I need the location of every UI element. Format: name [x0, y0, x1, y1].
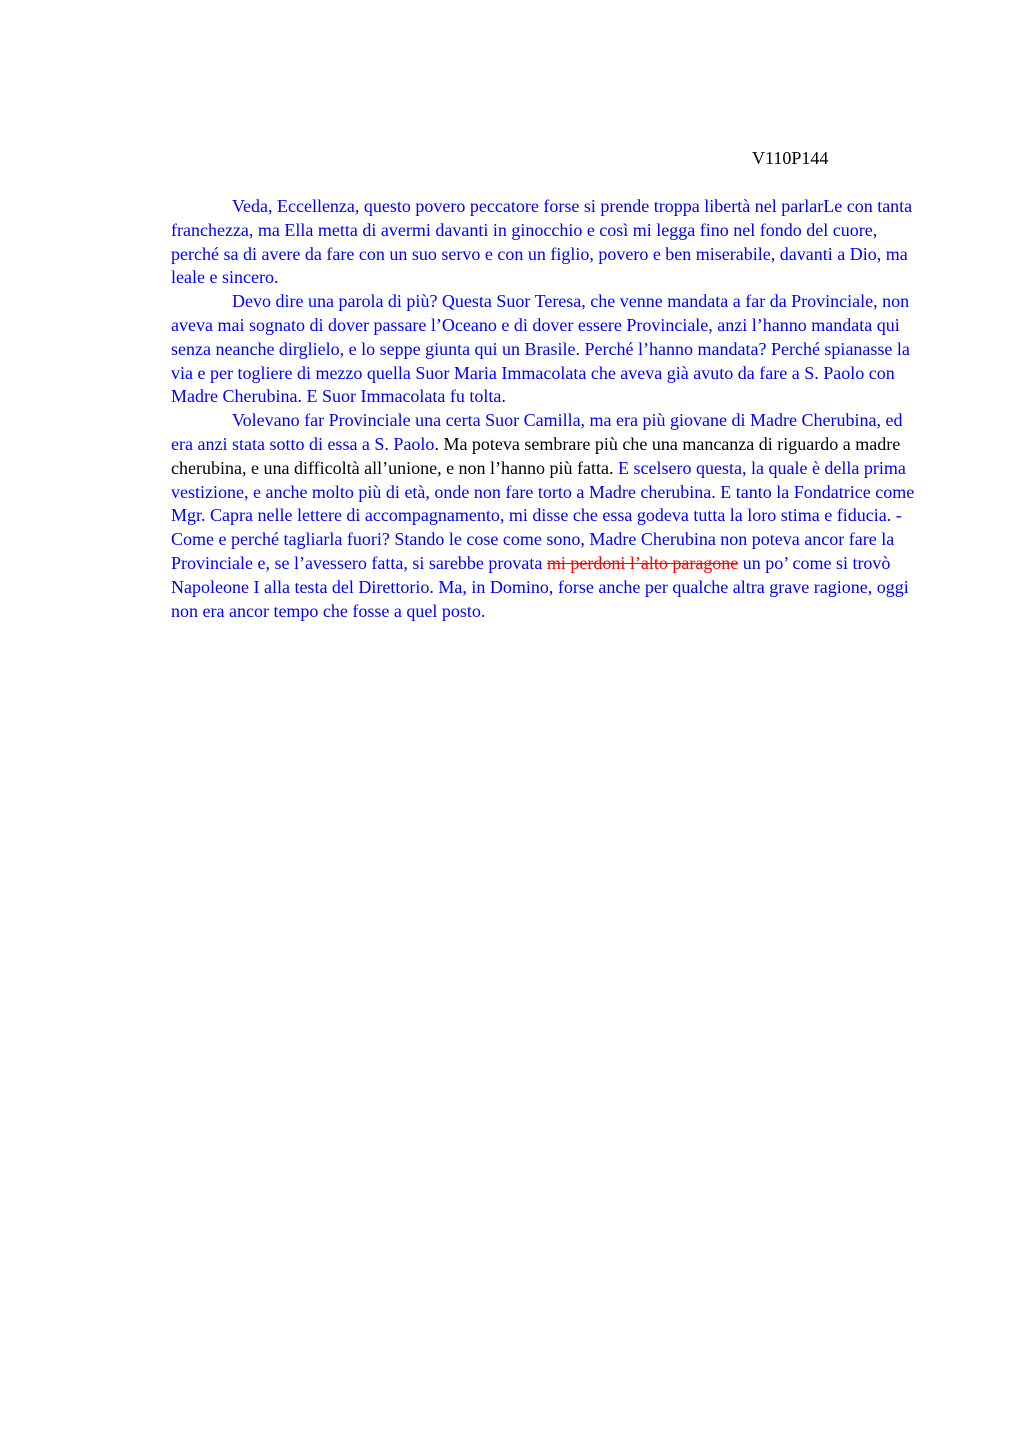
paragraph-3-text-blue-2: E scelsero questa, la quale è della prima vestizione, e anche molto più di età, onde non fare torto a Madre cherubina. E tanto la Fondatrice come Mgr. Capra nelle lettere di accompagnamento, mi disse che essa godeva tutta la loro stima e fiducia. - Come e perché tagliarla fuori? Stando le cose come sono, Madre Cherubina non poteva ancor fare la Provinciale e, se l’avessero fatta, si sarebbe provata — [171, 457, 915, 573]
struck-through-text: mi perdoni l’alto paragone — [546, 552, 739, 573]
paragraph-1-text: Veda, Eccellenza, questo povero peccatore forse si prende troppa libertà nel parlarLe con tanta franchezza, ma Ella metta di avermi davanti in ginocchio e così mi legga fino nel fondo del cuore, perché sa di avere da fare con un suo servo e con un figlio, povero e ben miserabile, davanti a Dio, ma leale e sincero. — [171, 196, 913, 288]
paragraph-2-text: Devo dire una parola di più? Questa Suor Teresa, che venne mandata a far da Provinciale, non aveva mai sognato di dover passare l’Oceano e di dover essere Provinciale, anzi l’hanno mandata qui senza neanche dirglielo, e lo seppe giunta qui un Brasile. Perché l’hanno mandata? Perché spianasse la via e per togliere di mezzo quella Suor Maria Immacolata che aveva già avuto da fare a S. Paolo con Madre Cherubina. E Suor Immacolata fu tolta. — [171, 291, 910, 407]
paragraph-1 — [171, 195, 927, 290]
page-identifier: V110P144 — [752, 148, 829, 168]
letter-body — [171, 195, 927, 623]
paragraph-2 — [171, 290, 927, 409]
paragraph-3-text-blue-3: un po’ come si trovò Napoleone I alla testa del Direttorio. Ma, in Domino, forse anche per qualche altra grave ragione, oggi non era ancor tempo che fosse a quel posto. — [171, 552, 909, 621]
paragraph-3-text-black: . Ma poteva sembrare più che una mancanza di riguardo a madre cherubina, e una difficoltà all’unione, e non l’hanno più fatta. — [171, 433, 901, 478]
paragraph-3 — [171, 409, 927, 623]
paragraph-3-text-blue-1: Volevano far Provinciale una certa Suor Camilla, ma era più giovane di Madre Cherubina, ed era anzi stata sotto di essa a S. Paolo — [171, 410, 903, 454]
